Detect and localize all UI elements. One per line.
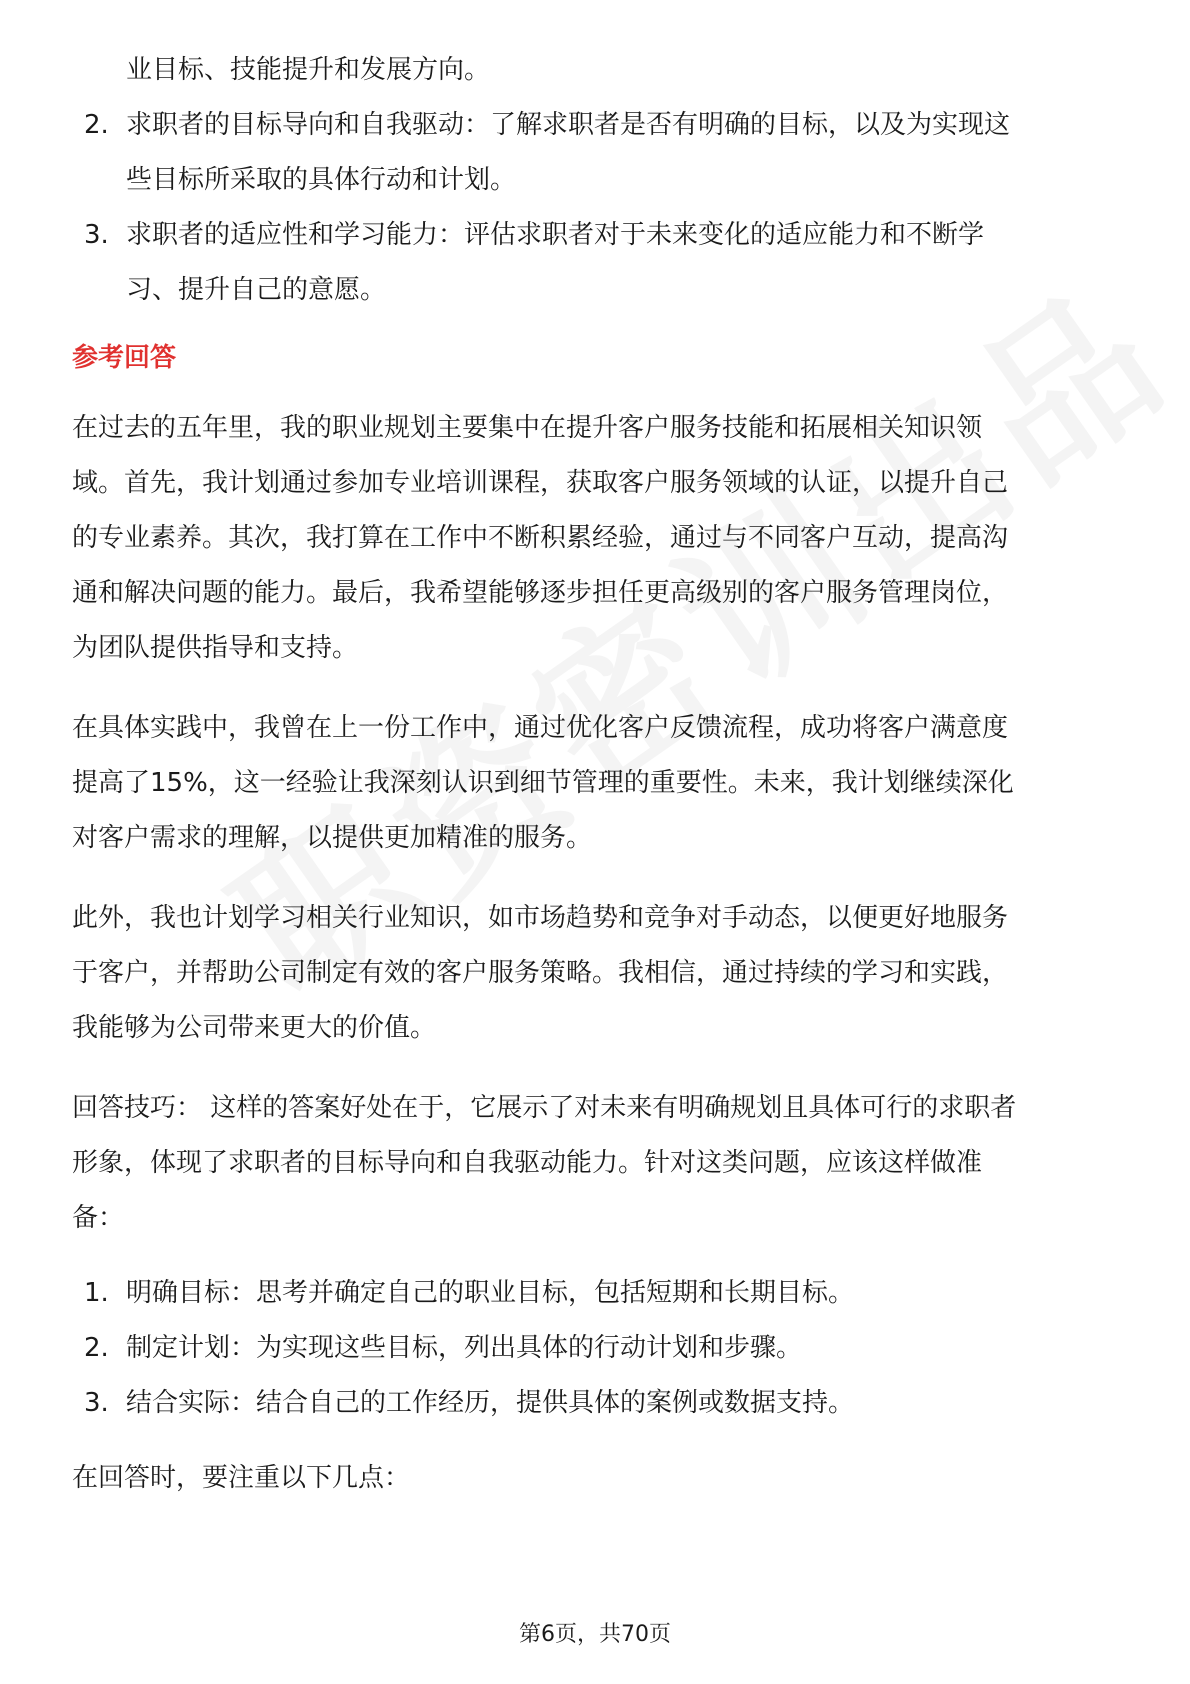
- list-item-3-line-1: 求职者的适应性和学习能力：评估求职者对于未来变化的适应能力和不断学: [126, 220, 985, 250]
- tip-item-2: 制定计划：为实现这些目标，列出具体的行动计划和步骤。: [126, 1333, 803, 1363]
- list-item-2-line-1: 求职者的目标导向和自我驱动：了解求职者是否有明确的目标，以及为实现这: [126, 110, 1011, 140]
- para2-line-3: 对客户需求的理解，以提供更加精准的服务。: [72, 823, 593, 853]
- para1-line-5: 为团队提供指导和支持。: [72, 633, 359, 663]
- para4-line-2: 形象，体现了求职者的目标导向和自我驱动能力。针对这类问题，应该这样做准: [72, 1148, 983, 1178]
- para3-line-1: 此外，我也计划学习相关行业知识，如市场趋势和竞争对手动态，以便更好地服务: [72, 903, 1009, 933]
- tip-item-1: 明确目标：思考并确定自己的职业目标，包括短期和长期目标。: [126, 1278, 855, 1308]
- para3-line-3: 我能够为公司带来更大的价值。: [72, 1013, 437, 1043]
- para1-line-1: 在过去的五年里，我的职业规划主要集中在提升客户服务技能和拓展相关知识领: [72, 413, 983, 443]
- list-item-2-line-2: 些目标所采取的具体行动和计划。: [126, 165, 517, 195]
- list-item-1-continuation: 业目标、技能提升和发展方向。: [126, 55, 491, 85]
- page-number-footer: 第6页，共70页: [519, 1622, 671, 1647]
- list-number-3: 3.: [84, 220, 109, 250]
- list-number-2: 2.: [84, 110, 109, 140]
- tip-item-3: 结合实际：结合自己的工作经历，提供具体的案例或数据支持。: [126, 1388, 855, 1418]
- para4-line-1: 回答技巧： 这样的答案好处在于，它展示了对未来有明确规划且具体可行的求职者: [72, 1093, 1017, 1123]
- para1-line-2: 域。首先，我计划通过参加专业培训课程，获取客户服务领域的认证，以提升自己: [72, 468, 1009, 498]
- para1-line-4: 通和解决问题的能力。最后，我希望能够逐步担任更高级别的客户服务管理岗位，: [72, 578, 1009, 608]
- closing-line: 在回答时，要注重以下几点：: [72, 1463, 411, 1493]
- section-heading: 参考回答: [72, 343, 177, 373]
- para2-line-2: 提高了15%，这一经验让我深刻认识到细节管理的重要性。未来，我计划继续深化: [72, 768, 1014, 798]
- tip-number-2: 2.: [84, 1333, 109, 1363]
- tip-number-1: 1.: [84, 1278, 109, 1308]
- tip-number-3: 3.: [84, 1388, 109, 1418]
- para3-line-2: 于客户，并帮助公司制定有效的客户服务策略。我相信，通过持续的学习和实践，: [72, 958, 1009, 988]
- para4-line-3: 备：: [72, 1203, 125, 1233]
- para2-line-1: 在具体实践中，我曾在上一份工作中，通过优化客户反馈流程，成功将客户满意度: [72, 713, 1009, 743]
- list-item-3-line-2: 习、提升自己的意愿。: [126, 275, 387, 305]
- para1-line-3: 的专业素养。其次，我打算在工作中不断积累经验，通过与不同客户互动，提高沟: [72, 523, 1009, 553]
